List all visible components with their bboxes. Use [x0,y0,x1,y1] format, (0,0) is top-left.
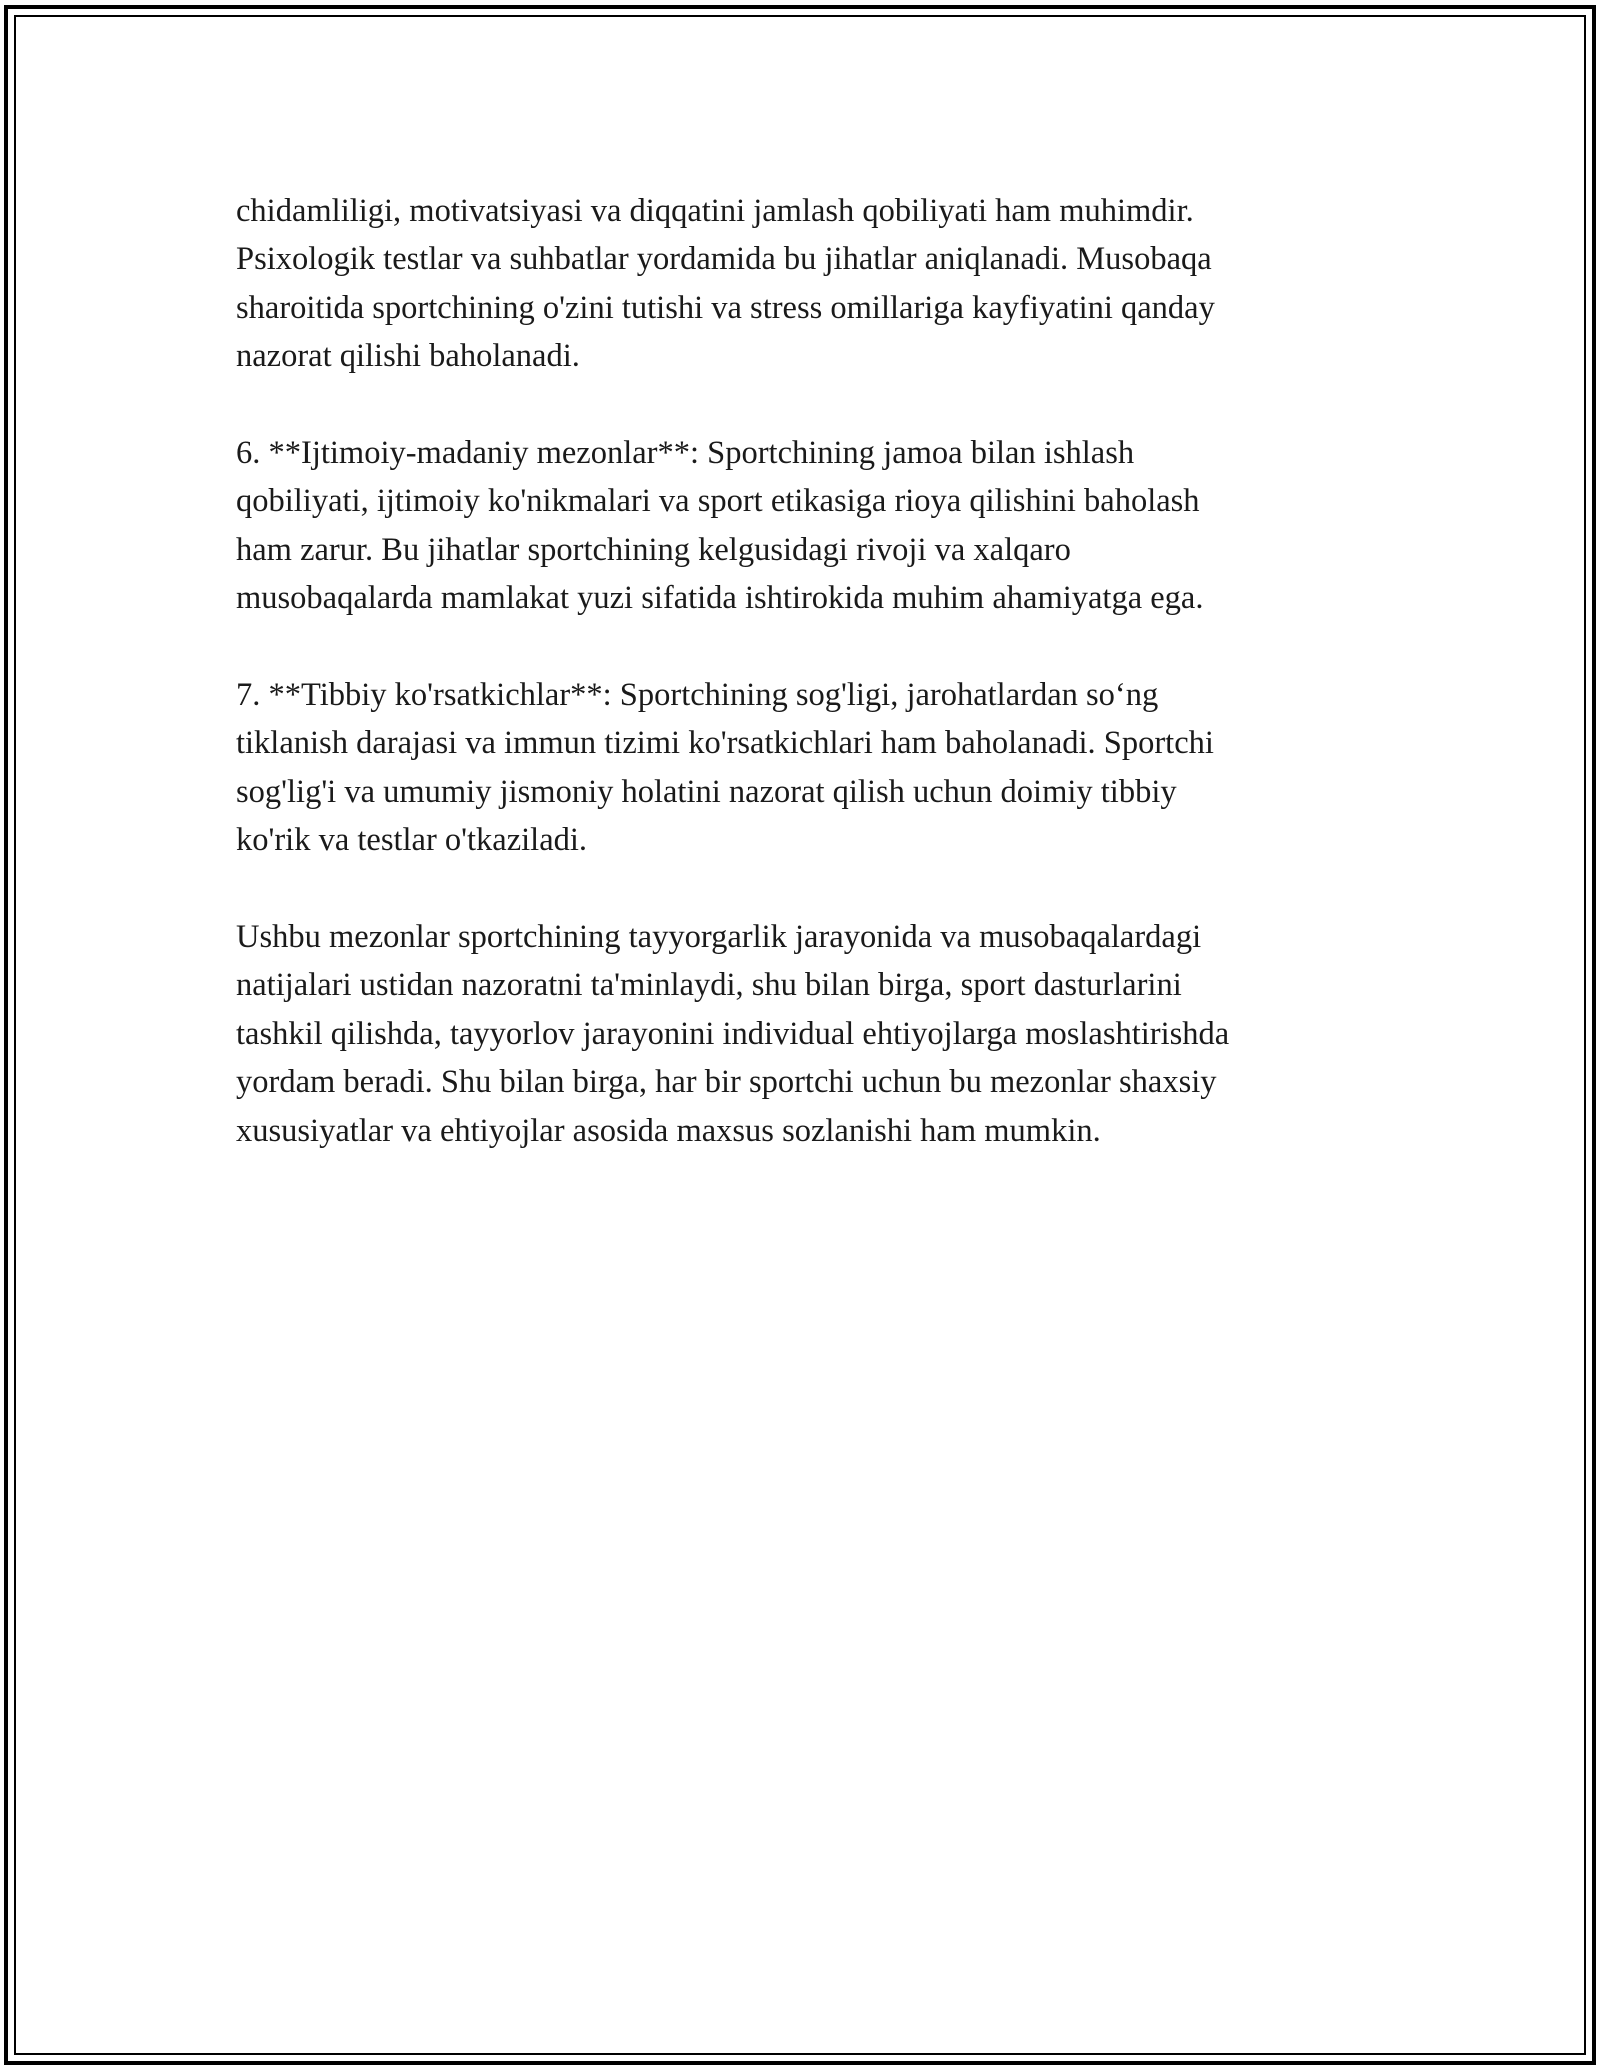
text-line: 7. **Tibbiy ko'rsatkichlar**: Sportchining sog'ligi, jarohatlardan so‘ng [236,677,1159,714]
text-line: sog'lig'i va umumiy jismoniy holatini nazorat qilish uchun doimiy tibbiy [236,773,1177,810]
document-body [236,187,1386,1203]
paragraph-conclusion [236,913,1386,1155]
text-line: natijalari ustidan nazoratni ta'minlaydi, shu bilan birga, sport dasturlarini [236,967,1182,1004]
text-line: tashkil qilishda, tayyorlov jarayonini individual ehtiyojlarga moslashtirishda [236,1015,1230,1052]
text-line: qobiliyati, ijtimoiy ko'nikmalari va sport etikasiga rioya qilishini baholash [236,483,1200,520]
text-line: Psixologik testlar va suhbatlar yordamida bu jihatlar aniqlanadi. Musobaqa [236,241,1212,278]
paragraph-psychological-continued [236,187,1386,381]
text-line: tiklanish darajasi va immun tizimi ko'rsatkichlari ham baholanadi. Sportchi [236,725,1214,762]
text-line: ham zarur. Bu jihatlar sportchining kelgusidagi rivoji va xalqaro [236,531,1071,568]
text-line: sharoitida sportchining o'zini tutishi va stress omillariga kayfiyatini qanday [236,289,1215,326]
text-line: Ushbu mezonlar sportchining tayyorgarlik jarayonida va musobaqalardagi [236,919,1202,956]
text-line: xususiyatlar va ehtiyojlar asosida maxsus sozlanishi ham mumkin. [236,1112,1101,1149]
text-line: chidamliligi, motivatsiyasi va diqqatini jamlash qobiliyati ham muhimdir. [236,193,1194,229]
paragraph-medical-indicators [236,671,1386,865]
text-line: 6. **Ijtimoiy-madaniy mezonlar**: Sportchining jamoa bilan ishlash [236,435,1135,472]
text-line: yordam beradi. Shu bilan birga, har bir sportchi uchun bu mezonlar shaxsiy [236,1064,1217,1101]
text-line: musobaqalarda mamlakat yuzi sifatida ishtirokida muhim ahamiyatga ega. [236,580,1204,617]
text-line: nazorat qilishi baholanadi. [236,338,580,375]
paragraph-social-cultural-criteria [236,429,1386,623]
text-line: ko'rik va testlar o'tkaziladi. [236,822,588,859]
